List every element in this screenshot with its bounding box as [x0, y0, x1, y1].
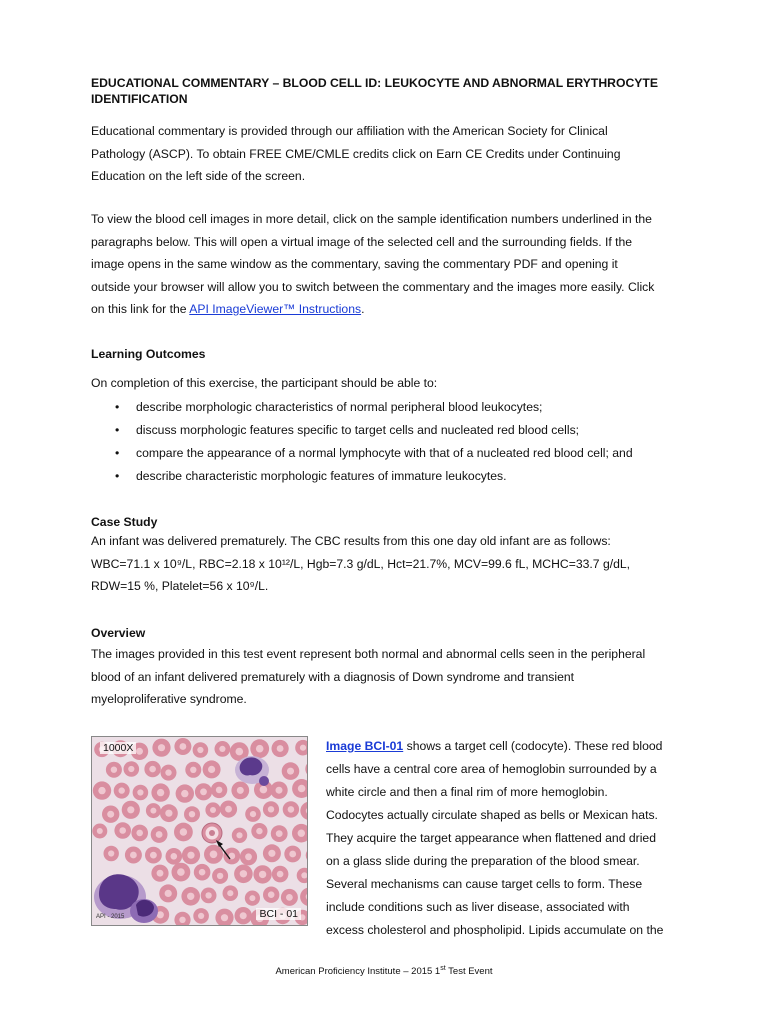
red-blood-cell-pallor	[276, 830, 283, 837]
red-blood-cell-pallor	[127, 806, 134, 813]
red-blood-cell-pallor	[199, 869, 206, 876]
red-blood-cell-pallor	[277, 745, 284, 752]
red-blood-cell-pallor	[210, 807, 216, 813]
red-blood-cell-pallor	[237, 787, 244, 794]
red-blood-cell-pallor	[286, 894, 293, 901]
red-blood-cell-pallor	[277, 871, 284, 878]
red-blood-cell-pallor	[198, 913, 204, 919]
viewer-line: To view the blood cell images in more detail, click on the sample identification numbers underlined in the	[91, 212, 652, 226]
red-blood-cell-pallor	[108, 850, 114, 856]
red-blood-cell-pallor	[298, 785, 306, 793]
red-blood-cell-pallor	[236, 832, 242, 838]
red-blood-cell-pallor	[165, 890, 172, 897]
title-line-2: IDENTIFICATION	[91, 92, 188, 106]
red-blood-cell-pallor	[288, 806, 295, 813]
red-blood-cell-pallor	[197, 747, 203, 753]
footer-suffix: Test Event	[445, 966, 493, 977]
watermark-label: API - 2015	[96, 914, 125, 920]
red-blood-cell-pallor	[219, 746, 225, 752]
viewer-line: image opens in the same window as the commentary, saving the commentary PDF and opening it	[91, 257, 618, 271]
red-blood-cell-pallor	[111, 767, 117, 773]
red-blood-cell-pallor	[136, 748, 143, 755]
bullet-icon: •	[115, 423, 120, 437]
red-blood-cell-pallor	[179, 917, 185, 923]
blood-smear-illustration	[92, 737, 307, 925]
red-blood-cell-pallor	[119, 827, 126, 834]
red-blood-cell-pallor	[260, 786, 268, 794]
red-blood-cell-pallor	[298, 830, 305, 837]
red-blood-cell-pallor	[249, 895, 255, 901]
list-item	[91, 396, 633, 419]
red-blood-cell-pallor	[236, 748, 244, 756]
case-study-line: An infant was delivered prematurely. The CBC results from this one day old infant are as follows:	[91, 534, 611, 548]
overview-paragraph	[91, 643, 691, 711]
red-blood-cell-pallor	[287, 768, 294, 775]
intro-line: Education on the left side of the screen.	[91, 169, 306, 183]
bullet-icon: •	[115, 446, 120, 460]
viewer-line: outside your browser will allow you to switch between the commentary and the images more easily. Click	[91, 279, 655, 294]
red-blood-cell-pallor	[156, 831, 163, 838]
image-bci-01-link[interactable]: Image BCI-01	[326, 739, 404, 753]
red-blood-cell-pallor	[177, 868, 185, 876]
red-blood-cell-pallor	[137, 789, 143, 795]
bullet-icon: •	[115, 469, 120, 483]
red-blood-cell-pallor	[158, 744, 165, 751]
bci01-line: on a glass slide during the preparation of the blood smear.	[326, 854, 640, 868]
bci01-line: cells have a central core area of hemoglobin surrounded by a	[326, 762, 657, 776]
imageviewer-instructions-link[interactable]: API ImageViewer™ Instructions	[189, 302, 362, 316]
red-blood-cell-pallor	[268, 806, 274, 812]
list-item-text: describe morphologic characteristics of normal peripheral blood leukocytes;	[136, 400, 543, 414]
bci01-paragraph	[326, 735, 686, 942]
bci01-line: excess cholesterol and phospholipid. Lipids accumulate on the	[326, 923, 664, 937]
page-footer	[0, 966, 768, 977]
red-blood-cell-pallor	[189, 811, 195, 817]
list-item-text: describe characteristic morphologic features of immature leukocytes.	[136, 469, 507, 483]
bullet-icon: •	[115, 400, 120, 414]
red-blood-cell-pallor	[180, 828, 187, 835]
cbc-results-line: RDW=15 %, Platelet=56 x 10⁹/L.	[91, 579, 269, 593]
viewer-last-line	[91, 298, 691, 321]
red-blood-cell-pallor	[107, 811, 114, 818]
viewer-line: paragraphs below. This will open a virtual image of the selected cell and the surrounding fields. If the	[91, 234, 633, 249]
red-blood-cell-pallor	[190, 767, 196, 773]
learning-outcomes-list	[91, 396, 633, 488]
intro-paragraph	[91, 120, 691, 188]
viewer-last-suffix: .	[361, 302, 365, 316]
red-blood-cell-pallor	[205, 892, 211, 898]
red-blood-cell-pallor	[245, 853, 252, 860]
red-blood-cell-pallor	[119, 787, 125, 793]
red-blood-cell-pallor	[217, 873, 223, 879]
red-blood-cell-pallor	[157, 870, 164, 877]
bci01-line: include conditions such as liver disease, associated with	[326, 900, 630, 914]
bci01-first-line	[326, 735, 686, 758]
viewer-last-prefix: on this link for the	[91, 302, 190, 316]
red-blood-cell-pallor	[165, 769, 171, 775]
title-line-1: EDUCATIONAL COMMENTARY – BLOOD CELL ID: LEUKOCYTE AND ABNORMAL ERYTHROCYTE	[91, 76, 658, 90]
red-blood-cell-pallor	[268, 891, 275, 898]
case-study-paragraph	[91, 530, 691, 598]
red-blood-cell-pallor	[157, 789, 164, 796]
red-blood-cell-pallor	[221, 914, 228, 921]
red-blood-cell-pallor	[268, 850, 275, 857]
red-blood-cell-pallor	[216, 787, 223, 794]
red-blood-cell-pallor	[181, 790, 188, 797]
red-blood-cell-pallor	[149, 766, 156, 773]
intro-line: Pathology (ASCP). To obtain FREE CME/CMLE credits click on Earn CE Credits under Continuing	[91, 146, 621, 161]
red-blood-cell-pallor	[98, 787, 105, 794]
red-blood-cell-pallor	[225, 806, 232, 813]
list-item-text: compare the appearance of a normal lymphocyte with that of a nucleated red blood cell; and	[136, 446, 633, 460]
magnification-label: 1000X	[100, 742, 136, 754]
cbc-results-line: WBC=71.1 x 10⁹/L, RBC=2.18 x 10¹²/L, Hgb=7.3 g/dL, Hct=21.7%, MCV=99.6 fL, MCHC=33.7 g/dL,	[91, 556, 631, 571]
figure-id-label: BCI - 01	[256, 908, 301, 920]
bci01-line: white circle and then a final rim of more hemoglobin.	[326, 785, 608, 799]
red-blood-cell-pallor	[150, 808, 156, 814]
red-blood-cell-pallor	[259, 871, 266, 878]
footer-prefix: American Proficiency Institute – 2015 1	[275, 966, 441, 977]
learning-intro-text: On completion of this exercise, the participant should be able to:	[91, 376, 438, 390]
red-blood-cell-pallor	[187, 852, 194, 859]
red-blood-cell-pallor	[180, 743, 187, 750]
case-study-heading: Case Study	[91, 515, 158, 529]
learning-intro	[91, 372, 691, 395]
red-blood-cell-pallor	[200, 788, 207, 795]
red-blood-cell-pallor	[240, 870, 247, 877]
red-blood-cell-pallor	[128, 766, 134, 772]
red-blood-cell-pallor	[97, 828, 103, 834]
overview-line: The images provided in this test event represent both normal and abnormal cells seen in the peripheral	[91, 647, 646, 661]
overview-heading: Overview	[91, 626, 146, 640]
target-cell	[202, 823, 222, 843]
list-item	[91, 442, 633, 465]
list-item	[91, 465, 633, 488]
red-blood-cell-pallor	[276, 787, 283, 794]
overview-line: myeloproliferative syndrome.	[91, 692, 247, 706]
red-blood-cell-pallor	[250, 811, 256, 817]
red-blood-cell-pallor	[300, 745, 306, 751]
overview-line: blood of an infant delivered prematurely with a diagnosis of Down syndrome and transient	[91, 669, 575, 684]
red-blood-cell-pallor	[187, 893, 194, 900]
learning-outcomes-heading: Learning Outcomes	[91, 347, 206, 361]
red-blood-cell-pallor	[256, 828, 262, 834]
blood-smear-image[interactable]	[91, 736, 308, 926]
red-blood-cell-pallor	[289, 851, 296, 858]
footer-superscript: st	[440, 964, 446, 972]
red-blood-cell-pallor	[240, 912, 247, 919]
bci01-line: Codocytes actually circulate shaped as bells or Mexican hats.	[326, 808, 658, 822]
intro-line: Educational commentary is provided through our affiliation with the American Society for Clinical	[91, 124, 608, 138]
red-blood-cell-pallor	[256, 745, 264, 753]
red-blood-cell-pallor	[130, 852, 137, 859]
red-blood-cell-pallor	[136, 830, 143, 837]
bci01-line: They acquire the target appearance when flattened and dried	[326, 831, 656, 845]
page-title	[91, 75, 701, 107]
red-blood-cell-pallor	[171, 853, 178, 860]
red-blood-cell-pallor	[227, 890, 233, 896]
red-blood-cell-pallor	[210, 851, 218, 859]
red-blood-cell-pallor	[150, 852, 157, 859]
red-blood-cell-pallor	[165, 810, 172, 817]
red-blood-cell-pallor	[208, 766, 215, 773]
list-item	[91, 419, 633, 442]
bci01-line: Several mechanisms can cause target cells to form. These	[326, 877, 643, 891]
bci01-first-line-rest: shows a target cell (codocyte). These red blood	[403, 739, 663, 753]
list-item-text: discuss morphologic features specific to target cells and nucleated red blood cells;	[136, 423, 580, 437]
viewer-paragraph	[91, 208, 691, 321]
